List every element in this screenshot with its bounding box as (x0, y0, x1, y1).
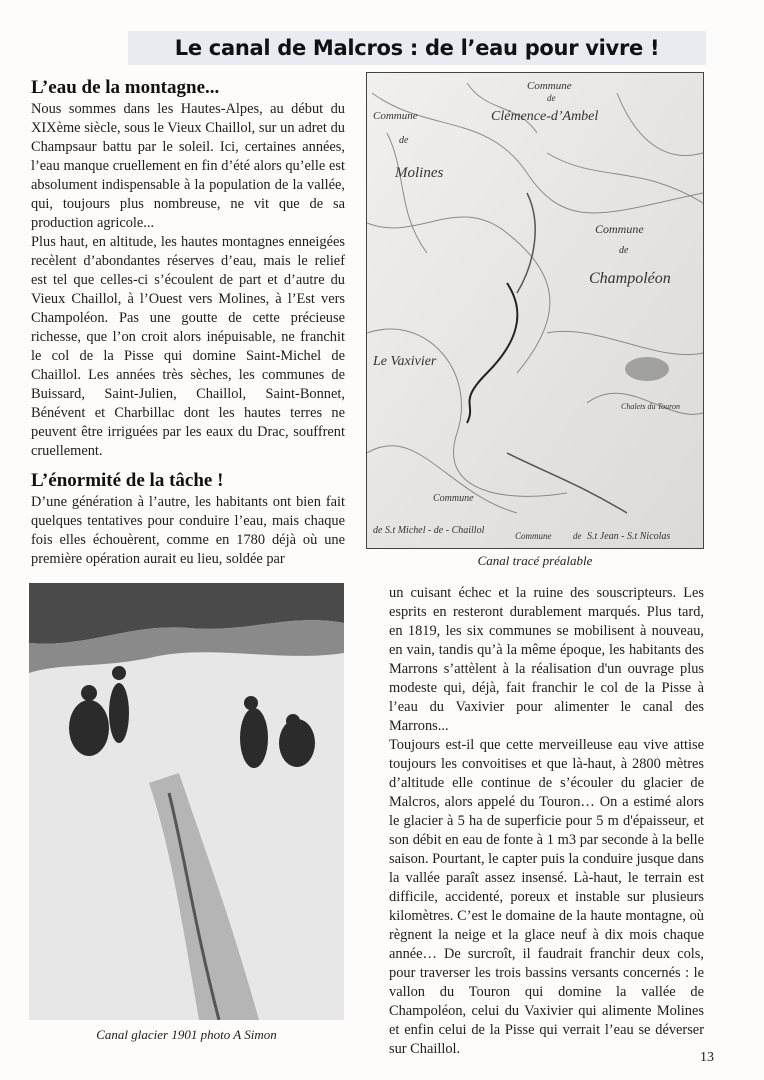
paragraph-echec: un cuisant échec et la ruine des souscripteurs. Les esprits en resteront durablement marqués. Plus tard, en 1819, les six communes se mobilisent à nouveau, en vain, tandis qu’à la même époque, les habitants des Marrons s’attèlent à la réalisation d'un ouvrage plus modeste qui, déjà, fait franchir le col de la Pisse à l’eau du Vaxivier pour alimenter le canal des Marrons... (389, 585, 704, 734)
paragraph-glacier: Toujours est-il que cette merveilleuse eau vive attise toujours les convoitises et que là-haut, à 2800 mètres d’altitude elle continue de s’écouler du glacier de Malcros, alors appelé du Touron… On a estimé alors le glacier à 5 ha de superficie pour 5 m d'épaisseur, et son débit en eau de fonte à 1 m3 par seconde à la belle saison. Pourtant, le capter puis la conduire jusque dans la vallée paraît assez insensé. Là-haut, le terrain est difficile, accidenté, poreux et instable sur plusieurs kilomètres. C’est le domaine de la haute montagne, où règnent la neige et la glace neuf à dix mois chaque année… De surcroît, il faudrait franchir deux cols, pour traverser les trois bassins versants concernés : le vallon du Touron qui domine la vallée de Champoléon, celui du Vaxivier qui alimente Molines et enfin celui de la Pisse qui verrait l’eau se déverser sur Chaillol. (389, 737, 704, 1057)
paragraph-intro: Nous sommes dans les Hautes-Alpes, au début du XIXème siècle, sous le Vieux Chaillol, sur un adret du Champsaur battu par le soleil. Ici, certaines années, l’eau manque cruellement en fin d’été alors qu’elle est absolument indispensable à la population de la vallée, qui, toujours plus nombreuse, ne vit que de sa production agricole... (31, 101, 345, 231)
photo-caption: Canal glacier 1901 photo A Simon (96, 1027, 277, 1042)
map-label-molines: Molines (395, 165, 444, 181)
paragraph-montagnes: Plus haut, en altitude, les hautes montagnes enneigées recèlent d’abondantes réserves d’eau, mais le relief est tel que celles-ci s’écoulent de part et d’autre du Vieux Chaillol, à l’Ouest vers Molines, à l’Est vers Champoléon. Pas une goutte de cette précieuse richesse, que l’on croit alors inépuisable, ne franchit le col de la Pisse qui domine Saint-Michel de Chaillol. Les années très sèches, les communes de Buissard, Saint-Julien, Chaillol, Saint-Bonnet, Bénévent et Charbillac dont les hautes terres ne peuvent être irriguées par les eaux du Drac, souffrent cruellement. (31, 234, 345, 459)
map-label-de-right: de (619, 245, 629, 256)
page-title: Le canal de Malcros : de l’eau pour vivre ! (174, 36, 660, 60)
map-label-le-vaxivier: Le Vaxivier (373, 354, 437, 369)
section-heading-enormite: L’énormité de la tâche ! (31, 470, 224, 491)
section-heading-eau: L’eau de la montagne... (31, 77, 220, 98)
glacier-photo (29, 583, 344, 1020)
map-label-champoleon: Champoléon (589, 270, 671, 287)
map-label-chalets: Chalets du Touron (621, 402, 680, 411)
map-label-commune-bottom: Commune (433, 493, 474, 504)
map-label-commune-bottom2: Commune (515, 531, 552, 541)
map-label-commune-top: Commune (527, 80, 572, 92)
historical-map (366, 72, 704, 549)
map-label-de-left: de (399, 135, 409, 146)
map-label-de-bottom: de (573, 531, 582, 541)
map-label-de-top: de (547, 93, 556, 103)
map-label-commune-right: Commune (595, 222, 644, 236)
map-label-clemence: Clémence-d’Ambel (491, 109, 599, 124)
page-number: 13 (700, 1050, 714, 1065)
map-label-commune-left: Commune (373, 110, 418, 122)
map-caption: Canal tracé préalable (477, 553, 593, 568)
map-label-st-michel: de S.t Michel - de - Chaillol (373, 525, 485, 536)
map-label-st-jean: S.t Jean - S.t Nicolas (587, 531, 671, 542)
paragraph-tentatives: D’une génération à l’autre, les habitants ont bien fait quelques tentatives pour conduire l’eau, mais chaque fois elles échouèrent, comme en 1780 déjà où une première opération aurait eu lieu, soldée par (31, 494, 345, 567)
